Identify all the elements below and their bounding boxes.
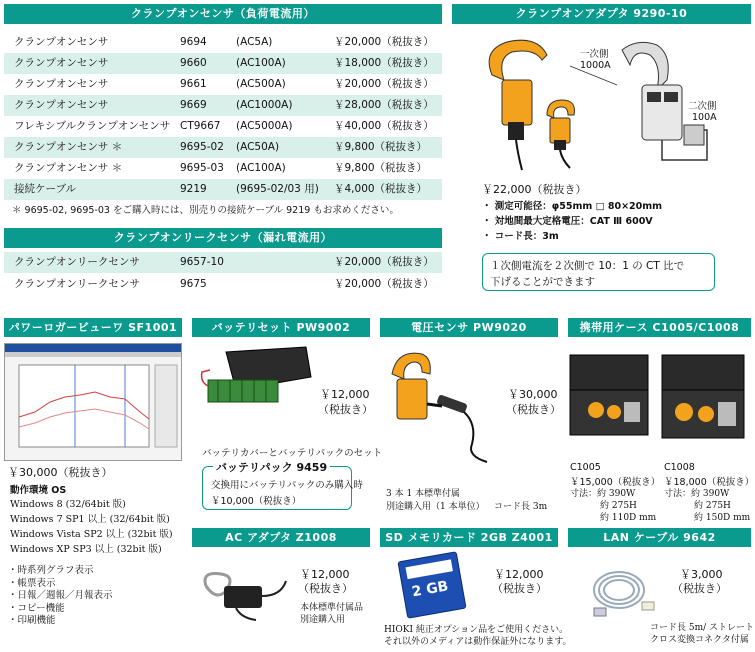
clamp-sensor-note: ＊ 9695-02, 9695-03 をご購入時には、別売りの接続ケーブル 9219 もお求めください。 [12,205,399,216]
product-spec: (AC5000A) [236,120,293,132]
battery-price-tax: （税抜き） [318,403,373,416]
viewer-env-list [10,497,173,557]
voltage-header: 電圧センサ PW9020 [380,318,558,337]
env-item: Windows 8 (32/64bit 版) [10,499,126,510]
case-header: 携帯用ケース C1005/C1008 [568,318,751,337]
case-a-model: C1005 [570,462,601,473]
lan-price-tax: （税抜き） [672,582,727,595]
table-row [4,252,442,273]
product-model: 9669 [180,99,207,111]
adapter-price: ￥22,000（税抜き） [482,183,587,196]
product-name: クランプオンセンサ [14,36,109,48]
clamp-sensor-header: クランプオンセンサ（負荷電流用） [4,4,442,24]
viewer-header: パワーロガービューワ SF1001 [4,318,182,337]
battery-pack-title: バッテリパック 9459 [213,459,330,475]
feature-item: ・ 印刷機能 [8,615,113,628]
dim-item: 約 275H [694,501,731,511]
env-item: Windows 7 SP1 以上 (32/64bit 版) [10,514,170,525]
product-model: 9661 [180,78,207,90]
product-price: ￥20,000（税抜き） [334,256,434,268]
ac-header: AC アダプタ Z1008 [192,528,370,547]
sd-card-image [397,551,466,619]
table-row [4,53,442,74]
adapter-primary-label: 一次側 [580,49,609,60]
product-model: 9695-03 [180,162,224,174]
dim-item: 約 150D mm [694,513,751,523]
sd-price-tax: （税抜き） [492,582,547,595]
sd-note-2: それ以外のメディアは動作保証外になります。 [384,637,572,647]
lan-price: ￥3,000 [680,568,723,581]
table-row [4,158,442,179]
product-name: クランプオンリークセンサ [14,256,140,268]
product-price: ￥20,000（税抜き） [334,36,434,48]
product-name: クランプオンリークセンサ [14,278,140,290]
table-row [4,74,442,95]
viewer-screenshot [4,343,182,461]
product-price: ￥20,000（税抜き） [334,78,434,90]
battery-caption: バッテリカバーとバッテリパックのセット [202,448,383,459]
adapter-box-text-2: 下げることができます [490,276,595,288]
dim-item: 寸法：約 390W [570,489,636,499]
product-model: 9695-02 [180,141,224,153]
feature-item: ・ 時系列グラフ表示 [8,565,113,578]
case-a-dims [570,488,656,524]
sd-note-1: HIOKI 純正オプション品をご使用ください。 [384,625,569,635]
feature-item: ・ コピー機能 [8,603,113,616]
lan-note-1: コード長 5m/ ストレート [650,623,755,633]
adapter-secondary-label: 二次側 [688,101,717,112]
product-spec: (AC500A) [236,78,286,90]
dim-item: 約 110D mm [600,513,657,523]
battery-price: ￥12,000 [320,388,370,401]
clamp-sensor-table [4,30,442,200]
leak-sensor-table [4,252,442,298]
product-name: クランプオンセンサ [14,78,109,90]
product-spec: (AC50A) [236,141,280,153]
product-price: ￥40,000（税抜き） [334,120,434,132]
product-price: ￥20,000（税抜き） [334,278,434,290]
battery-pack-box [202,461,363,510]
product-price: ￥9,800（税抜き） [334,141,428,153]
voltage-price-tax: （税抜き） [506,403,561,416]
feature-item: ・ 帳票表示 [8,578,113,591]
table-row [4,116,442,137]
product-price: ￥9,800（税抜き） [334,162,428,174]
lan-header: LAN ケーブル 9642 [568,528,751,547]
voltage-note-2: 別途購入用（1 本単位） [386,502,485,512]
product-spec: (9695-02/03 用) [236,183,319,195]
table-row [4,179,442,200]
table-row [4,32,442,53]
product-model: 9675 [180,278,207,290]
ac-note-1: 本体標準付属品 [300,603,364,613]
env-item: Windows XP SP3 以上 (32bit 版) [10,544,162,555]
table-row [4,274,442,295]
ac-adapter-image [196,556,296,626]
dim-item: 約 275H [600,501,637,511]
product-name: クランプオンセンサ ＊ [14,141,123,153]
adapter-spec-3: ・ コード長：3m [482,231,559,242]
product-price: ￥4,000（税抜き） [334,183,428,195]
product-model: 9694 [180,36,207,48]
product-name: フレキシブルクランプオンセンサ [14,120,171,132]
voltage-cord: コード長 3m [494,502,548,512]
product-price: ￥18,000（税抜き） [334,57,434,69]
case-b-price: ￥18,000（税抜き） [664,477,755,488]
battery-image [196,342,316,412]
adapter-spec-2: ・ 対地間最大定格電圧：CAT Ⅲ 600V [482,216,653,227]
battery-pack-desc: 交換用にバッテリパックのみ購入時 [211,480,363,491]
product-name: クランプオンセンサ [14,99,109,111]
ac-price: ￥12,000 [300,568,350,581]
product-name: 接続ケーブル [14,183,77,195]
adapter-box-text-1: １次側電流を２次側で 10：1 の CT 比で [490,260,685,272]
product-model: 9657-10 [180,256,224,268]
voltage-note-1: 3 本 1 本標準付属 [386,489,461,499]
adapter-primary-value: 1000A [580,60,611,71]
ac-price-tax: （税抜き） [298,582,353,595]
adapter-secondary-value: 100A [692,112,717,123]
adapter-header: クランプオンアダプタ 9290-10 [452,4,751,24]
product-spec: (AC5A) [236,36,273,48]
product-model: 9660 [180,57,207,69]
product-name: クランプオンセンサ ＊ [14,162,123,174]
sd-card-label: 2 GB [410,578,450,601]
product-spec: (AC100A) [236,162,286,174]
product-spec: (AC1000A) [236,99,293,111]
adapter-info-box [482,253,715,291]
viewer-price: ￥30,000（税抜き） [8,466,113,479]
voltage-sensor-image [382,344,502,464]
ac-note-2: 別途購入用 [300,615,346,625]
case-image [566,350,751,450]
product-spec: (AC100A) [236,57,286,69]
case-b-dims [664,488,750,524]
table-row [4,95,442,116]
sd-price: ￥12,000 [494,568,544,581]
sd-header: SD メモリカード 2GB Z4001 [380,528,558,547]
voltage-price: ￥30,000 [508,388,558,401]
lan-note-2: クロス変換コネクタ付属 [650,635,749,645]
case-a-price: ￥15,000（税抜き） [570,477,661,488]
adapter-spec-1: ・ 測定可能径：φ55mm □ 80×20mm [482,201,663,212]
battery-header: バッテリセット PW9002 [192,318,370,337]
leak-sensor-header: クランプオンリークセンサ（漏れ電流用） [4,228,442,248]
product-price: ￥28,000（税抜き） [334,99,434,111]
feature-item: ・ 日報／週報／月報表示 [8,590,113,603]
case-b-model: C1008 [664,462,695,473]
viewer-env-title: 動作環境 OS [10,485,67,496]
product-name: クランプオンセンサ [14,57,109,69]
dim-item: 寸法：約 390W [664,489,730,499]
env-item: Windows Vista SP2 以上 (32bit 版) [10,529,173,540]
viewer-features [8,565,113,628]
product-model: CT9667 [180,120,221,132]
battery-pack-price: ￥10,000（税抜き） [211,496,302,507]
table-row [4,137,442,158]
product-model: 9219 [180,183,207,195]
